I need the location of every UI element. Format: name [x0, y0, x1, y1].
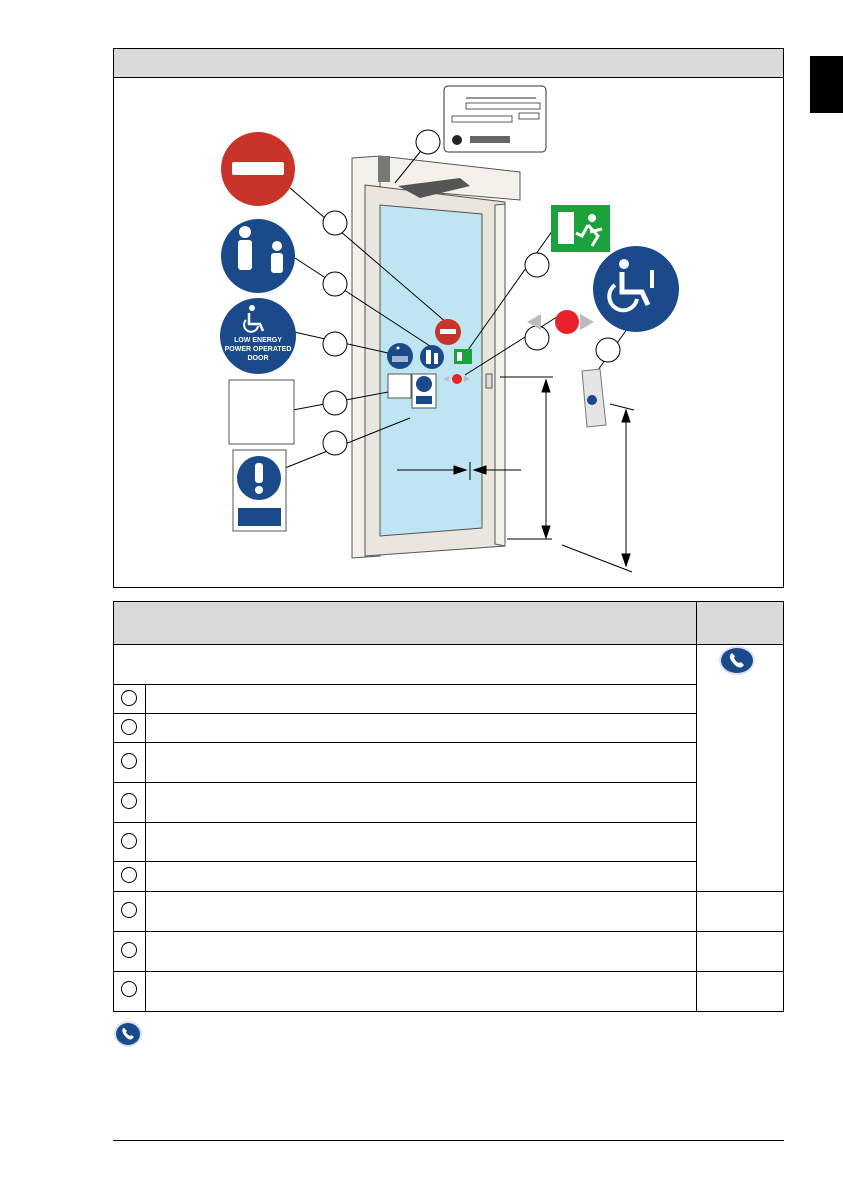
chapter-tab-marker: [810, 56, 843, 113]
wall-push-plate: [582, 369, 606, 427]
row-number-circle: [121, 833, 137, 849]
row-number-circle: [121, 793, 137, 809]
phone-service-icon: [114, 1021, 142, 1047]
row-number-circle: [121, 753, 137, 769]
blank-sign-small: [388, 374, 411, 398]
row-number-circle: [121, 902, 137, 918]
row-number-circle: [121, 690, 137, 706]
mandatory-sign-small: [412, 374, 436, 408]
low-energy-line-2: POWER OPERATED: [224, 346, 292, 353]
low-energy-line-1: LOW ENERGY: [234, 337, 282, 344]
row-number-circle: [121, 867, 137, 883]
table-header-row: [113, 601, 784, 645]
low-energy-sign: [220, 298, 296, 374]
emergency-exit-sign: [551, 205, 610, 252]
children-warning-sign: [221, 219, 295, 293]
type-plate: [444, 86, 546, 152]
low-energy-sign-small: [387, 343, 413, 369]
footer-rule: [113, 1140, 784, 1141]
table-column-divider: [696, 601, 697, 1012]
low-energy-line-3: DOOR: [247, 355, 269, 362]
row-number-circle: [121, 942, 137, 958]
accessible-sign: [593, 246, 679, 332]
mandatory-sign: [233, 450, 286, 531]
row-number-circle: [121, 981, 137, 997]
row-number-circle: [121, 719, 137, 735]
figure-header-bar: [113, 48, 784, 78]
emergency-exit-sign-small: [454, 349, 472, 364]
door-labels-illustration: [114, 78, 783, 587]
blank-sign: [229, 380, 294, 444]
phone-service-icon: [719, 646, 755, 675]
label-inspection-table: [113, 601, 784, 1012]
no-entry-sign-small: [435, 319, 461, 345]
children-warning-sign-small: [420, 345, 444, 369]
no-entry-sign-large: [221, 132, 295, 206]
